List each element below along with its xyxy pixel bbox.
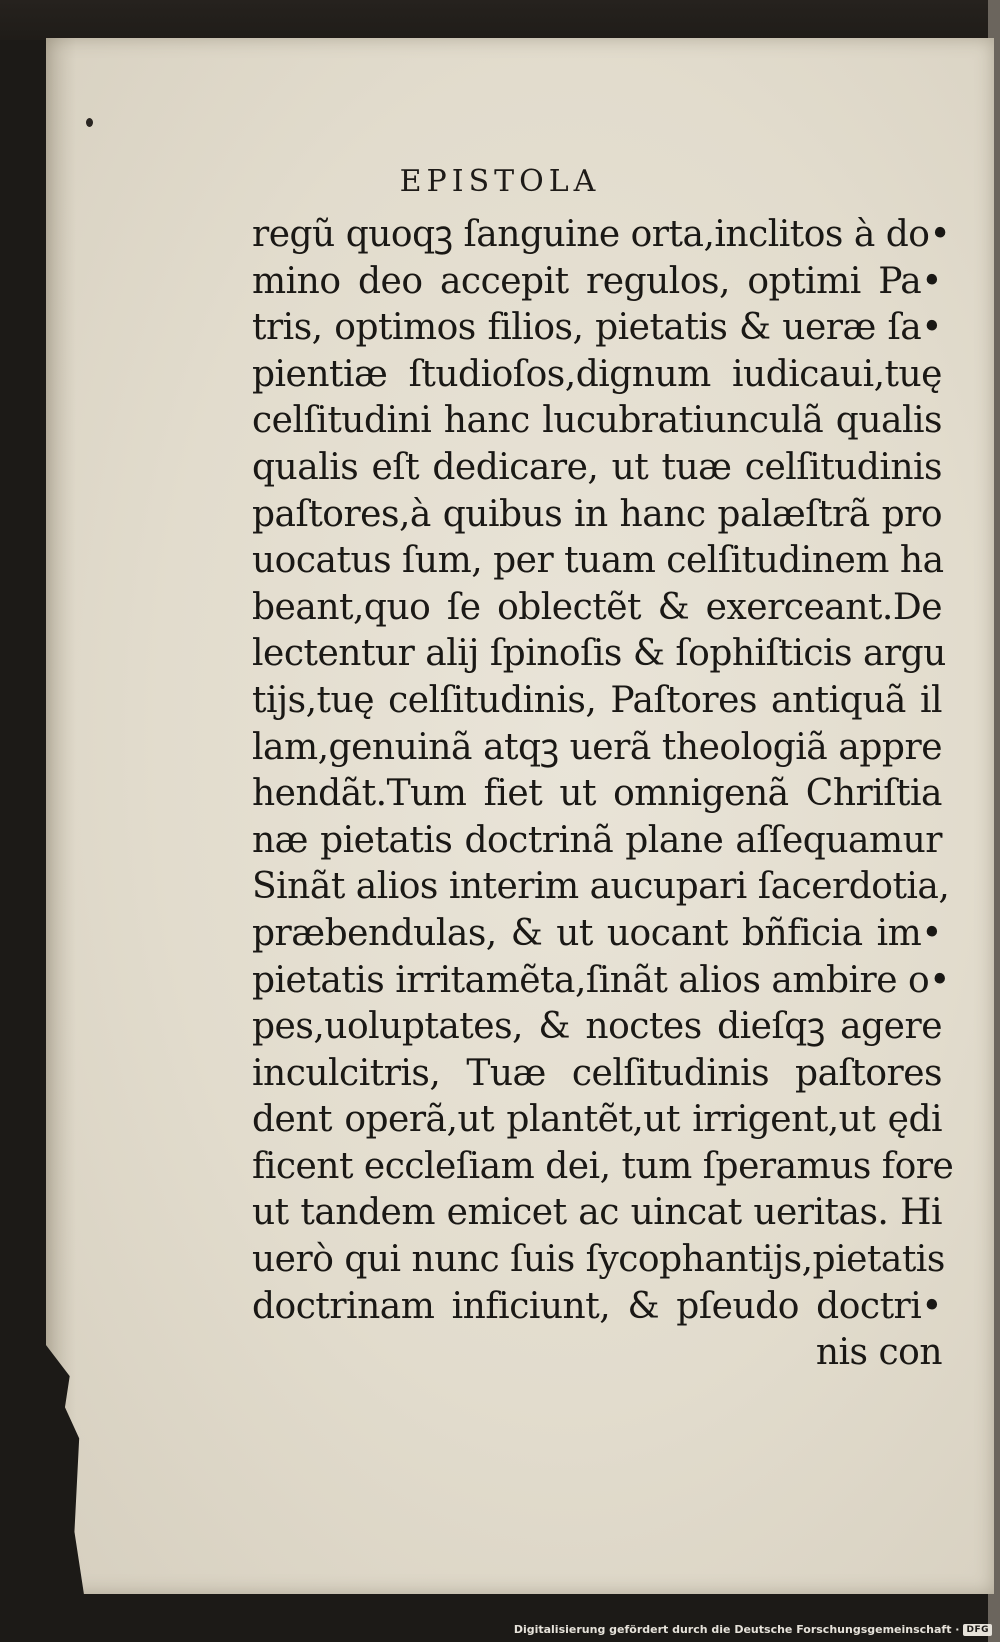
ink-spot	[86, 118, 93, 127]
text-line: uocatus ſum, per tuam celſitudinem ha	[252, 540, 944, 582]
text-line: uerò qui nunc ſuis ſycophantijs,pietatis	[252, 1239, 945, 1281]
body-text	[252, 212, 954, 1377]
dfg-logo: DFG	[963, 1624, 992, 1636]
text-line: lectentur alij ſpinoſis & ſophiſticis argu	[252, 633, 946, 675]
text-line: qualis eſt dedicare, ut tuæ celſitudinis	[252, 446, 942, 488]
text-line: mino deo accepit regulos, optimi Pa•	[252, 260, 942, 302]
credit-text: Digitalisierung gefördert durch die Deutsche Forschungsgemeinschaft ·	[513, 1623, 960, 1636]
text-line: inculcitris, Tuæ celſitudinis paſtores	[252, 1052, 942, 1094]
text-line: dent operã,ut plantẽt,ut irrigent,ut ędi	[252, 1099, 942, 1141]
text-line: næ pietatis doctrinã plane aſſequamur	[252, 819, 942, 861]
text-line: Sinãt alios interim aucupari ſacerdotia,	[252, 866, 950, 908]
text-line: hendãt.Tum fiet ut omnigenã Chriſtia	[252, 773, 942, 815]
text-line: ut tandem emicet ac uincat ueritas. Hi	[252, 1192, 942, 1234]
text-line: pietatis irritamẽta,ſinãt alios ambire o•	[252, 959, 950, 1001]
text-line: tijs,tuę celſitudinis, Paſtores antiquã il	[252, 679, 942, 721]
text-line: pes,uoluptates, & noctes dieſqꝫ agere	[252, 1006, 942, 1048]
page-margin-shade	[46, 38, 76, 1594]
text-line: paſtores,à quibus in hanc palæſtrã pro	[252, 493, 942, 535]
text-line: præbendulas, & ut uocant bñficia im•	[252, 912, 942, 954]
text-line: pientiæ ſtudioſos,dignum iudicaui,tuę	[252, 353, 942, 395]
text-line: ficent eccleſiam dei, tum ſperamus fore	[252, 1145, 954, 1187]
running-header: EPISTOLA	[399, 164, 601, 199]
digitization-credit	[514, 1623, 992, 1636]
text-line: tris, optimos filios, pietatis & ueræ ſa•	[252, 307, 942, 349]
text-line: beant,quo ſe oblectẽt & exerceant.De	[252, 586, 942, 628]
text-line: doctrinam inficiunt, & pſeudo doctri•	[252, 1285, 942, 1327]
catchword: nis con	[815, 1332, 942, 1374]
scan-background-top	[0, 0, 1000, 40]
text-line: regũ quoqꝫ ſanguine orta,inclitos à do•	[252, 214, 951, 255]
text-line: celſitudini hanc lucubratiunculã qualis	[252, 400, 942, 442]
text-line: lam,genuinã atqꝫ uerã theologiã appre	[252, 726, 942, 768]
